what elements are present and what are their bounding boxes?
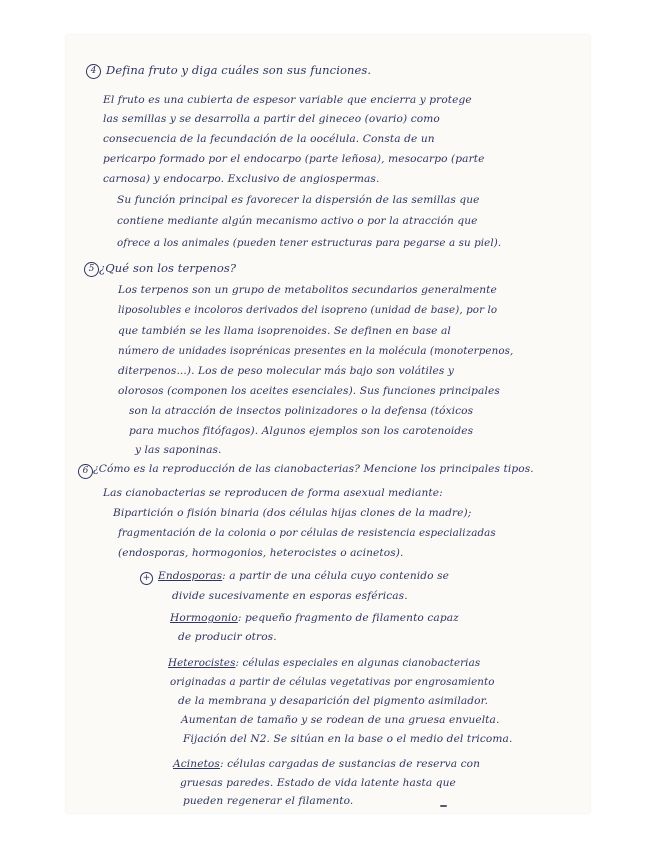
acinetos-line: pueden regenerar el filamento. [183,795,354,807]
pen-mark [440,805,447,807]
answer-4-line: ofrece a los animales (pueden tener estructuras para pegarse a su piel). [117,237,502,249]
answer-4-line: El fruto es una cubierta de espesor variable que encierra y protege [103,94,472,106]
endosporas-term: Endosporas [158,570,223,582]
answer-5-line: olorosos (componen los aceites esenciales). Sus funciones principales [118,385,500,397]
acinetos-definition: : células cargadas de sustancias de reserva con [219,758,481,770]
endosporas-line: divide sucesivamente en esporas esféricas. [172,590,408,602]
answer-5-line: diterpenos...). Los de peso molecular más bajo son volátiles y [118,365,454,377]
heterocistes-line: Aumentan de tamaño y se rodean de una gruesa envuelta. [181,714,500,726]
heterocistes-definition: : células especiales en algunas cianobacterias [235,657,481,669]
hormogonio-definition: : pequeño fragmento de filamento capaz [237,612,459,624]
heterocistes-line: de la membrana y desaparición del pigmento asimilador. [178,695,489,707]
answer-6-line: Las cianobacterias se reproducen de forma asexual mediante: [103,487,443,499]
answer-4-line: las semillas y se desarrolla a partir del gineceo (ovario) como [103,113,440,125]
hormogonio-item [170,612,459,624]
answer-6-line: Bipartición o fisión binaria (dos células hijas clones de la madre); [113,507,472,519]
heterocistes-term: Heterocistes [168,657,236,669]
hormogonio-line: de producir otros. [178,631,277,643]
hormogonio-term: Hormogonio [170,612,238,624]
question-number-badge: 6 [78,464,93,479]
plus-bullet-icon: + [140,572,153,585]
heterocistes-line: Fijación del N2. Se sitúan en la base o el medio del tricoma. [183,733,513,745]
answer-5-line: número de unidades isoprénicas presentes en la molécula (monoterpenos, [118,345,514,357]
answer-4-line: Su función principal es favorecer la dispersión de las semillas que [117,194,480,206]
heterocistes-line: originadas a partir de células vegetativas por engrosamiento [170,676,495,688]
answer-5-line: que también se les llama isoprenoides. Se definen en base al [118,325,451,337]
acinetos-line: gruesas paredes. Estado de vida latente hasta que [180,777,456,789]
answer-5-line: y las saponinas. [135,444,222,456]
question-5-title: ¿Qué son los terpenos? [99,261,237,275]
heterocistes-item [168,657,480,669]
question-number-badge: 5 [84,262,99,277]
answer-6-line: (endosporas, hormogonios, heterocistes o acinetos). [118,547,404,559]
answer-5-line: son la atracción de insectos polinizadores o la defensa (tóxicos [129,405,474,417]
acinetos-term: Acinetos [173,758,220,770]
answer-5-line: para muchos fitófagos). Algunos ejemplos son los carotenoides [129,425,474,437]
question-number-badge: 4 [86,64,101,79]
answer-5-line: Los terpenos son un grupo de metabolitos secundarios generalmente [118,284,497,296]
acinetos-item [173,758,480,770]
answer-6-line: fragmentación de la colonia o por células de resistencia especializadas [118,527,496,539]
answer-4-line: pericarpo formado por el endocarpo (parte leñosa), mesocarpo (parte [103,153,485,165]
endosporas-item [158,570,449,582]
answer-4-line: consecuencia de la fecundación de la oocélula. Consta de un [103,133,435,145]
answer-4-line: carnosa) y endocarpo. Exclusivo de angiospermas. [103,173,380,185]
question-4-title: Defina fruto y diga cuáles son sus funciones. [106,63,372,77]
answer-4-line: contiene mediante algún mecanismo activo o por la atracción que [117,215,478,227]
question-6-title: ¿Cómo es la reproducción de las cianobacterias? Mencione los principales tipos. [93,463,534,475]
endosporas-definition: : a partir de una célula cuyo contenido se [222,570,450,582]
answer-5-line: liposolubles e incoloros derivados del isopreno (unidad de base), por lo [118,304,498,316]
